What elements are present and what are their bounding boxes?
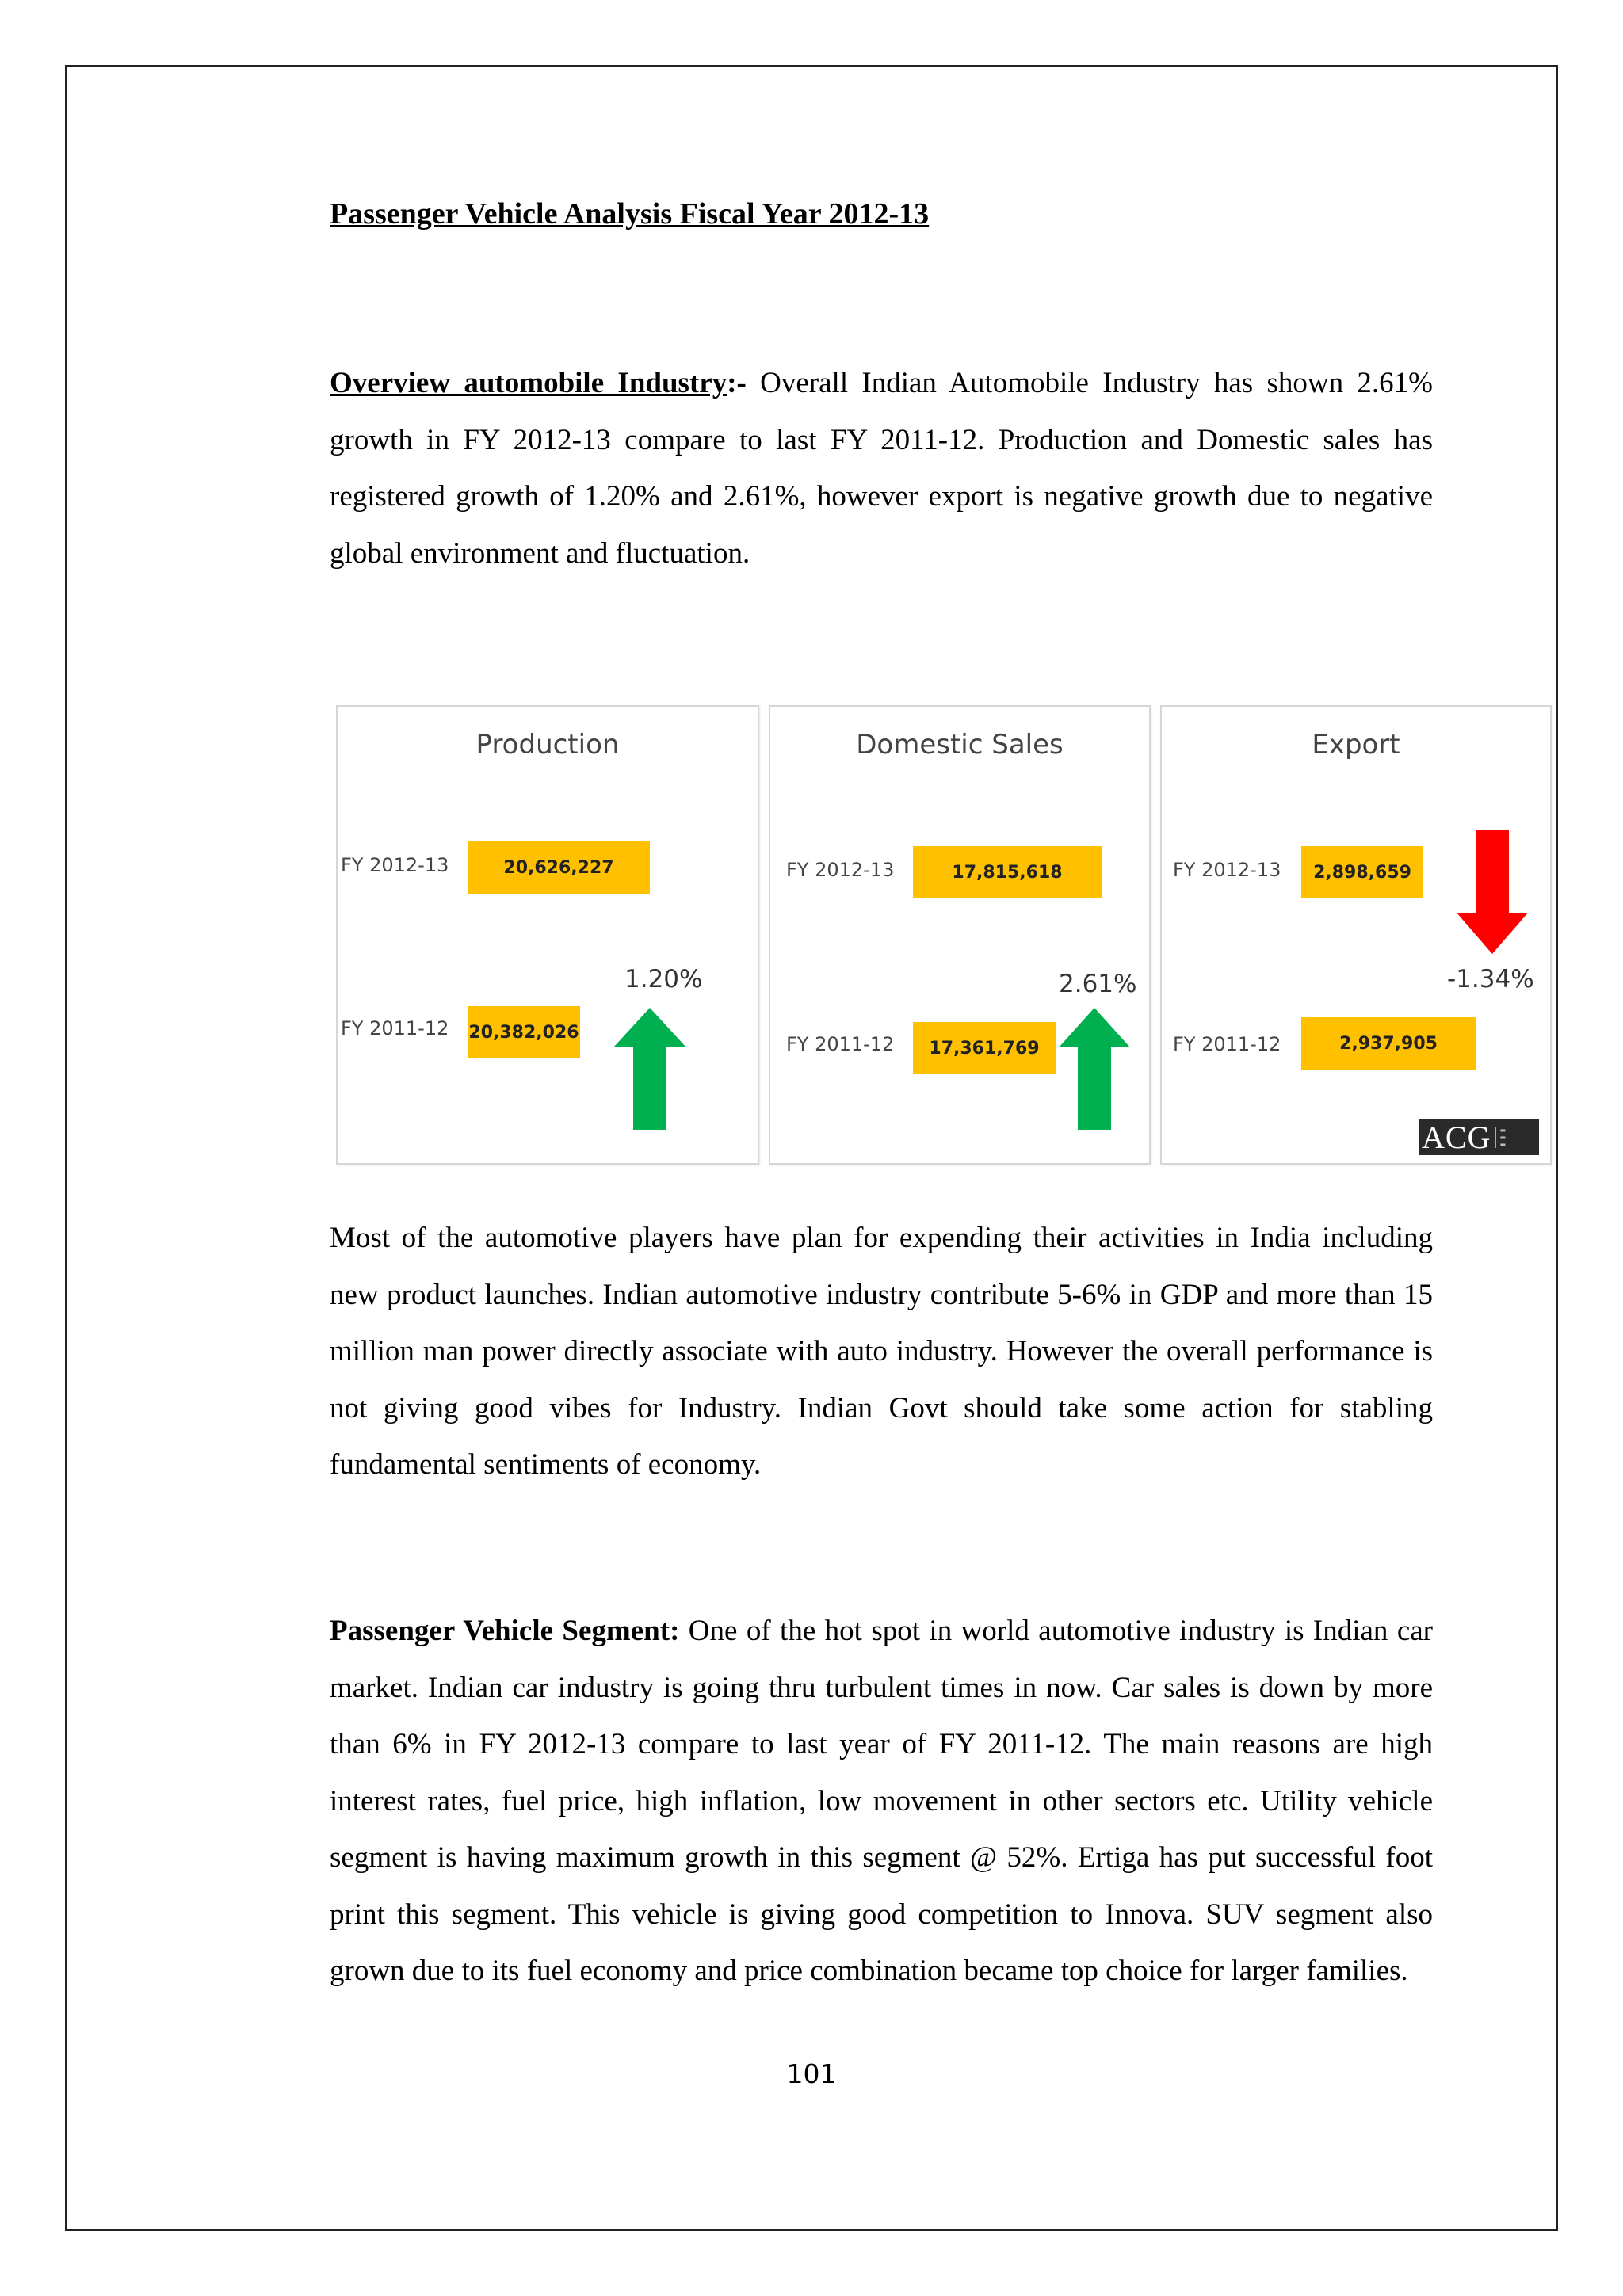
passenger-paragraph xyxy=(330,1603,1433,2000)
fy-label-current: FY 2012-13 xyxy=(1173,859,1281,881)
acg-logo-mark: ▬ ▬ ▬ xyxy=(1495,1127,1506,1148)
value-box-current: 17,815,618 xyxy=(913,846,1102,898)
arrow-shape xyxy=(1059,1008,1130,1130)
domestic-sales-panel xyxy=(769,705,1151,1165)
arrow-down-icon xyxy=(1457,830,1528,954)
arrow-up-icon xyxy=(613,1008,686,1130)
industry-infographic xyxy=(336,705,1549,1168)
passenger-text: One of the hot spot in world automotive industry is Indian car market. Indian car industry is going thru turbulent times in now. Car sales is down by more than 6% in FY 2012-13 compare to last year of FY 2011-12. The main reasons are high interest rates, fuel price, high inflation, low movement in other sectors etc. Utility vehicle segment is having maximum growth in this segment @ 52%. Ertiga has put successful foot print this segment. This vehicle is giving good competition to Innova. SUV segment also grown due to its fuel economy and price combination became top choice for larger families. xyxy=(330,1615,1433,1987)
value-box-previous: 2,937,905 xyxy=(1301,1017,1476,1070)
overview-lead: Overview automobile Industry xyxy=(330,367,727,399)
acg-logo xyxy=(1419,1119,1539,1155)
production-panel xyxy=(336,705,759,1165)
value-box-current: 2,898,659 xyxy=(1301,846,1423,898)
arrow-up-icon xyxy=(1059,1008,1130,1130)
fy-label-previous: FY 2011-12 xyxy=(341,1017,449,1039)
industry-paragraph: Most of the automotive players have plan for expending their activities in India including new product launches. Indian automotive industry contribute 5-6% in GDP and more than 15 million man power directly associate with auto industry. However the overall performance is not giving good vibes for Industry. Indian Govt should take some action for stabling fundamental sentiments of economy. xyxy=(330,1222,1433,1481)
fy-label-current: FY 2012-13 xyxy=(341,854,449,876)
overview-lead-suffix: :- xyxy=(727,367,747,399)
overview-text: Overall Indian Automobile Industry has shown 2.61% growth in FY 2012-13 compare to last FY 2011-12. Production and Domestic sales has registered growth of 1.20% and 2.61%, however export is negative growth due to negative global environment and fluctuation. xyxy=(330,367,1433,570)
acg-logo-text: ACG xyxy=(1422,1119,1491,1155)
panel-title: Export xyxy=(1312,729,1400,761)
value-box-previous: 20,382,026 xyxy=(468,1006,580,1058)
value-box-current: 20,626,227 xyxy=(468,841,650,894)
value-box-previous: 17,361,769 xyxy=(913,1022,1056,1074)
fy-label-previous: FY 2011-12 xyxy=(1173,1033,1281,1055)
arrow-shape xyxy=(613,1008,686,1130)
passenger-lead: Passenger Vehicle Segment: xyxy=(330,1615,680,1647)
page-title: Passenger Vehicle Analysis Fiscal Year 2012-13 xyxy=(330,197,930,231)
overview-paragraph xyxy=(330,355,1433,582)
change-percent: 2.61% xyxy=(1059,970,1137,998)
change-percent: 1.20% xyxy=(624,965,703,994)
panel-title: Production xyxy=(475,729,620,761)
change-percent: -1.34% xyxy=(1447,965,1534,994)
export-panel xyxy=(1160,705,1552,1165)
page-number: 101 xyxy=(786,2058,837,2089)
fy-label-previous: FY 2011-12 xyxy=(786,1033,895,1055)
arrow-shape xyxy=(1457,830,1528,954)
fy-label-current: FY 2012-13 xyxy=(786,859,895,881)
panel-title: Domestic Sales xyxy=(856,729,1064,761)
